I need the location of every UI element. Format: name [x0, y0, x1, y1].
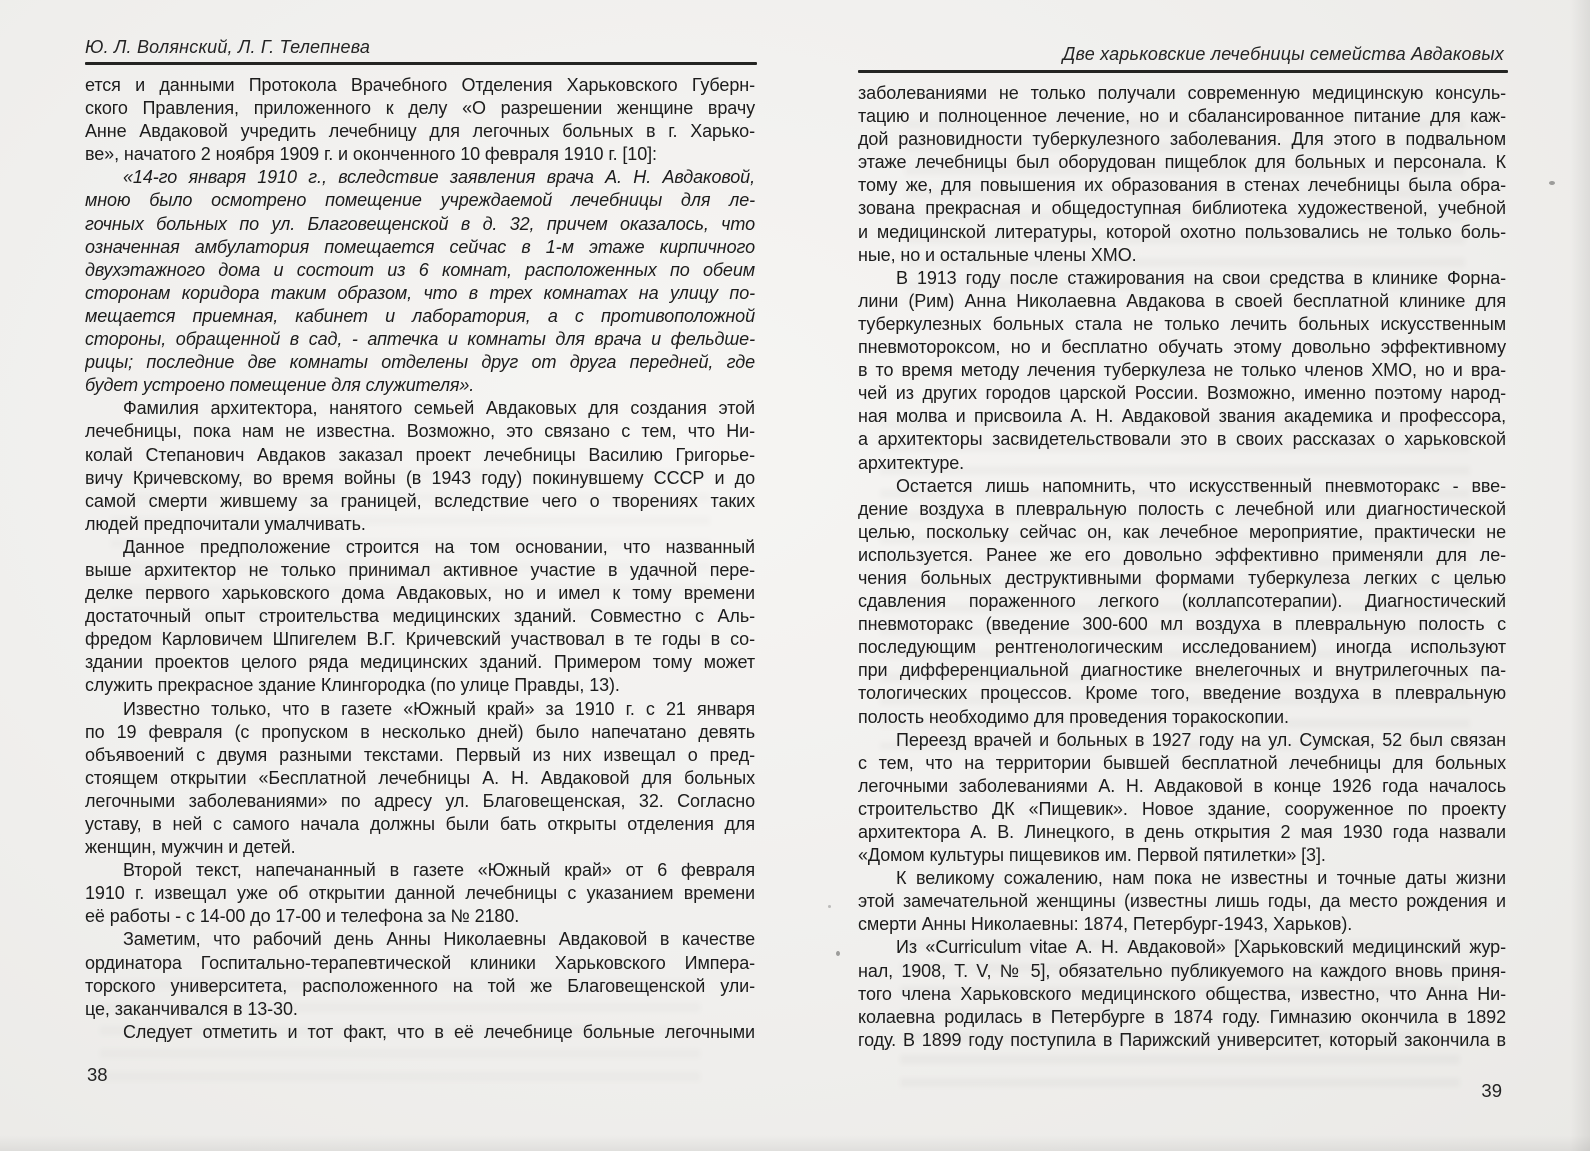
paragraph [85, 1021, 755, 1044]
paragraph [858, 82, 1506, 267]
text-line: К великому сожалению, нам пока не известны и точные даты жизни [896, 868, 1506, 889]
text-line: мещается приемная, кабинет и лаборатория, а с противоположной [85, 305, 755, 326]
text-line: тологических процессов. Кроме того, введение воздуха в плевральную [858, 683, 1506, 704]
text-line: дение воздуха в плевральную полость с лечебной или диагностической [858, 498, 1506, 519]
paragraph [85, 698, 755, 860]
page-body [858, 82, 1506, 1052]
paragraph [858, 867, 1506, 936]
paragraph [858, 936, 1506, 1051]
text-line: того члена Харьковского медицинского общества, известно, что Анна Ни- [858, 983, 1506, 1004]
text-line: Из «Curriculum vitae А. Н. Авдаковой» [Харьковский медицинский жур- [896, 937, 1506, 958]
text-line: а архитекторы засвидетельствовали это в своих рассказах о харьковской [858, 429, 1506, 450]
paragraph [858, 475, 1506, 729]
text-line: последующим рентгенологическим исследованием) иногда используют [858, 637, 1506, 658]
text-line: фредом Карловичем Шпигелем В.Г. Кричевский участвовал в те годы в со- [85, 629, 755, 650]
scan-artifact [828, 905, 831, 908]
text-line: этаже лечебницы был оборудован пищеблок для больных и персонала. К [858, 152, 1506, 173]
text-line: при дифференциальной диагностике внелегочных и внутрилегочных па- [858, 660, 1506, 681]
text-line: стороны, обращенной в сад, - аптечка и комнаты для врача и фельдше- [85, 329, 755, 350]
text-line: её работы - с 14-00 до 17-00 и телефона за № 2180. [85, 906, 520, 927]
scan-artifact [1549, 181, 1555, 185]
text-line: будет устроено помещение для служителя». [85, 375, 475, 396]
text-line: торского университета, расположенного на той же Благовещенской ули- [85, 975, 755, 996]
text-line: тацию и полноценное лечение, но и сбалансированное питание для каж- [858, 106, 1506, 127]
text-line: женщин, мужчин и детей. [85, 837, 296, 858]
text-line: Остается лишь напомнить, что искусственный пневмоторакс - вве- [896, 475, 1506, 496]
text-line: достаточный опыт строительства медицинских зданий. Совместно с Аль- [85, 606, 755, 627]
text-line: с тем, что на территории бывшей бесплатной лечебницы для больных [858, 752, 1506, 773]
scan-edge-shadow [0, 1135, 1590, 1151]
text-line: выше архитектор не только принимал активное участие в удачной пере- [85, 559, 755, 580]
text-line: легочными заболеваниями» по адресу ул. Благовещенская, 32. Согласно [85, 790, 755, 811]
scan-edge-shadow [1570, 0, 1590, 1151]
paragraph [85, 536, 755, 698]
paragraph [85, 928, 755, 1020]
header-rule [858, 70, 1508, 73]
text-line: вичу Кричевскому, во время войны (в 1943 году) покинувшему СССР и до [85, 467, 755, 488]
text-line: Следует отметить и тот факт, что в её лечебнице больные легочными [123, 1021, 755, 1042]
text-line: ординатора Госпитально-терапевтической клиники Харьковского Импера- [85, 952, 755, 973]
text-line: году. В 1899 году поступила в Парижский университет, который закончила в [858, 1029, 1506, 1050]
running-head-chapter: Две харьковские лечебницы семейства Авдаковых [1062, 44, 1504, 64]
text-line: Данное предположение строится на том основании, что названный [123, 536, 755, 557]
text-line: используется. Ранее же его довольно эффективно применяли для ле- [858, 544, 1506, 565]
text-line: здании проектов целого ряда медицинских зданий. Примером тому может [85, 652, 755, 673]
text-line: архитектора А. В. Линецкого, в день открытия 2 мая 1930 года назвали [858, 822, 1506, 842]
text-line: зована прекрасная и общедоступная библиотека художественой, учебной [858, 198, 1506, 219]
text-line: пневмотороксом, но и бесплатно обучать этому довольно эффективному [858, 337, 1506, 358]
text-line: це, заканчивался в 13-30. [85, 998, 298, 1019]
paragraph [858, 267, 1506, 475]
text-line: полость необходимо для проведения торакоскопии. [858, 706, 1289, 727]
text-line: гочных больных по ул. Благовещенской в д. 32, причем оказалось, что [85, 213, 755, 234]
text-line: делке первого харьковского дома Авдаковых, но и имел к тому времени [85, 583, 755, 604]
text-line: 1910 г. извещал уже об открытии данной лечебницы с указанием времени [85, 883, 755, 904]
text-line: заболеваниями не только получали современную медицинскую консуль- [858, 83, 1506, 103]
text-line: ского Правления, приложенного к делу «О разрешении женщине врачу [85, 98, 755, 119]
text-line: нал, 1908, Т. V, № 5], обязательно публикуемого на каждого вновь приня- [858, 960, 1506, 981]
text-line: уставу, в ней с самого начала должны были бать открыты отделения для [85, 814, 755, 834]
text-line: означенная амбулатория помещается сейчас в 1-м этаже кирпичного [85, 236, 755, 257]
text-line: чей из других городов царской России. Возможно, именно поэтому народ- [858, 383, 1506, 404]
text-line: дой разновидности туберкулезного заболевания. Для этого в подвальном [858, 129, 1506, 150]
text-line: Второй текст, напечананный в газете «Южный край» от 6 февраля [123, 860, 755, 881]
text-line: туберкулезных больных стала не только лечить больных искусственным [858, 313, 1506, 334]
text-line: ве», начатого 2 ноября 1909 г. и оконченного 10 февраля 1910 г. [10]: [85, 144, 657, 165]
paragraph [85, 397, 755, 536]
page-number: 39 [1481, 1080, 1502, 1101]
text-line: самой смерти жившему за границей, вследствие чего о творениях таких [85, 490, 755, 511]
text-line: пневмоторакс (введение 300-600 мл воздуха в плевральную полость с [858, 614, 1506, 635]
text-line: ется и данными Протокола Врачебного Отделения Харьковского Губерн- [85, 75, 755, 95]
running-head-authors: Ю. Л. Волянский, Л. Г. Телепнева [85, 37, 371, 57]
text-line: объявоений с двумя разными текстами. Первый из них извещал о пред- [85, 744, 755, 765]
text-line: смерти Анны Николаевны: 1874, Петербург-1943, Харьков). [858, 914, 1353, 935]
scan-artifact [836, 951, 840, 956]
text-line: колай Степанович Авдаков заказал проект лечебницы Василию Григорье- [85, 444, 755, 465]
text-line: «14-го января 1910 г., вследствие заявления врача А. Н. Авдаковой, [123, 167, 755, 188]
text-line: мною было осмотрено помещение учреждаемой лечебницы для ле- [85, 190, 755, 211]
text-line: легочными заболеваниями А. Н. Авдаковой в конце 1926 года началось [858, 775, 1506, 796]
text-line: Переезд врачей и больных в 1927 году на ул. Сумская, 52 был связан [896, 729, 1506, 750]
text-line: строительство ДК «Пищевик». Новое здание, сооруженное по проекту [858, 798, 1506, 819]
text-line: людей предпочитали умалчивать. [85, 513, 366, 534]
page-number: 38 [87, 1064, 108, 1085]
text-line: в то время методу лечения туберкулеза не только членов ХМО, но и вра- [858, 360, 1506, 381]
text-line: целью, поскольку сейчас он, как лечебное мероприятие, практически не [858, 521, 1506, 542]
text-line: рицы; последние две комнаты отделены друг от друга передней, где [85, 352, 755, 373]
text-line: Заметим, что рабочий день Анны Николаевны Авдаковой в качестве [123, 929, 755, 950]
text-line: сдавления пораженного легкого (коллапсотерапии). Диагностический [858, 591, 1506, 612]
text-line: чения больных деструктивными формами туберкулеза легких с целью [858, 567, 1506, 588]
text-line: Известно только, что в газете «Южный край» за 1910 г. с 21 января [123, 698, 755, 719]
paragraph [85, 859, 755, 928]
text-line: двухэтажного дома и состоит из 6 комнат, расположенных по обеим [85, 259, 755, 280]
paragraph [85, 74, 755, 166]
text-line: В 1913 году после стажирования на свои средства в клинике Форна- [896, 267, 1506, 288]
text-line: ная молва и присвоила А. Н. Авдаковой звания академика и профессора, [858, 406, 1506, 427]
text-line: и медицинской литературы, которой охотно пользовались не только боль- [858, 221, 1506, 242]
text-line: архитектуре. [858, 452, 965, 473]
text-line: «Домом культуры пищевиков им. Первой пятилетки» [3]. [858, 845, 1326, 866]
text-line: лечебницы, пока нам не известна. Возможно, это связано с тем, что Ни- [85, 421, 755, 442]
text-line: ные, но и остальные члены ХМО. [858, 244, 1137, 265]
text-line: тому же, для повышения их образования в стенах лечебницы была обра- [858, 175, 1506, 196]
text-line: служить прекрасное здание Клингородка (по улице Правды, 13). [85, 675, 620, 696]
text-line: сторонам коридора таким образом, что в трех комнатах на улицу по- [85, 282, 755, 303]
text-line: лини (Рим) Анна Николаевна Авдакова в своей бесплатной клинике для [858, 290, 1506, 311]
page-body [85, 74, 755, 1044]
text-line: стоящем открытии «Бесплатной лечебницы А. Н. Авдаковой для больных [85, 767, 755, 788]
text-line: этой замечательной женщины (известны лишь годы, да место рождения и [858, 891, 1506, 912]
text-line: Фамилия архитектора, нанятого семьей Авдаковых для создания этой [123, 398, 755, 419]
header-rule [85, 62, 757, 65]
quoted-paragraph [85, 166, 755, 397]
text-line: по 19 февраля (с пропуском в несколько дней) было напечатано девять [85, 721, 755, 742]
text-line: колаевна родилась в Петербурге в 1874 году. Гимназию окончила в 1892 [858, 1006, 1506, 1027]
paragraph [858, 729, 1506, 868]
text-line: Анне Авдаковой учредить лечебницу для легочных больных в г. Харько- [85, 121, 755, 142]
